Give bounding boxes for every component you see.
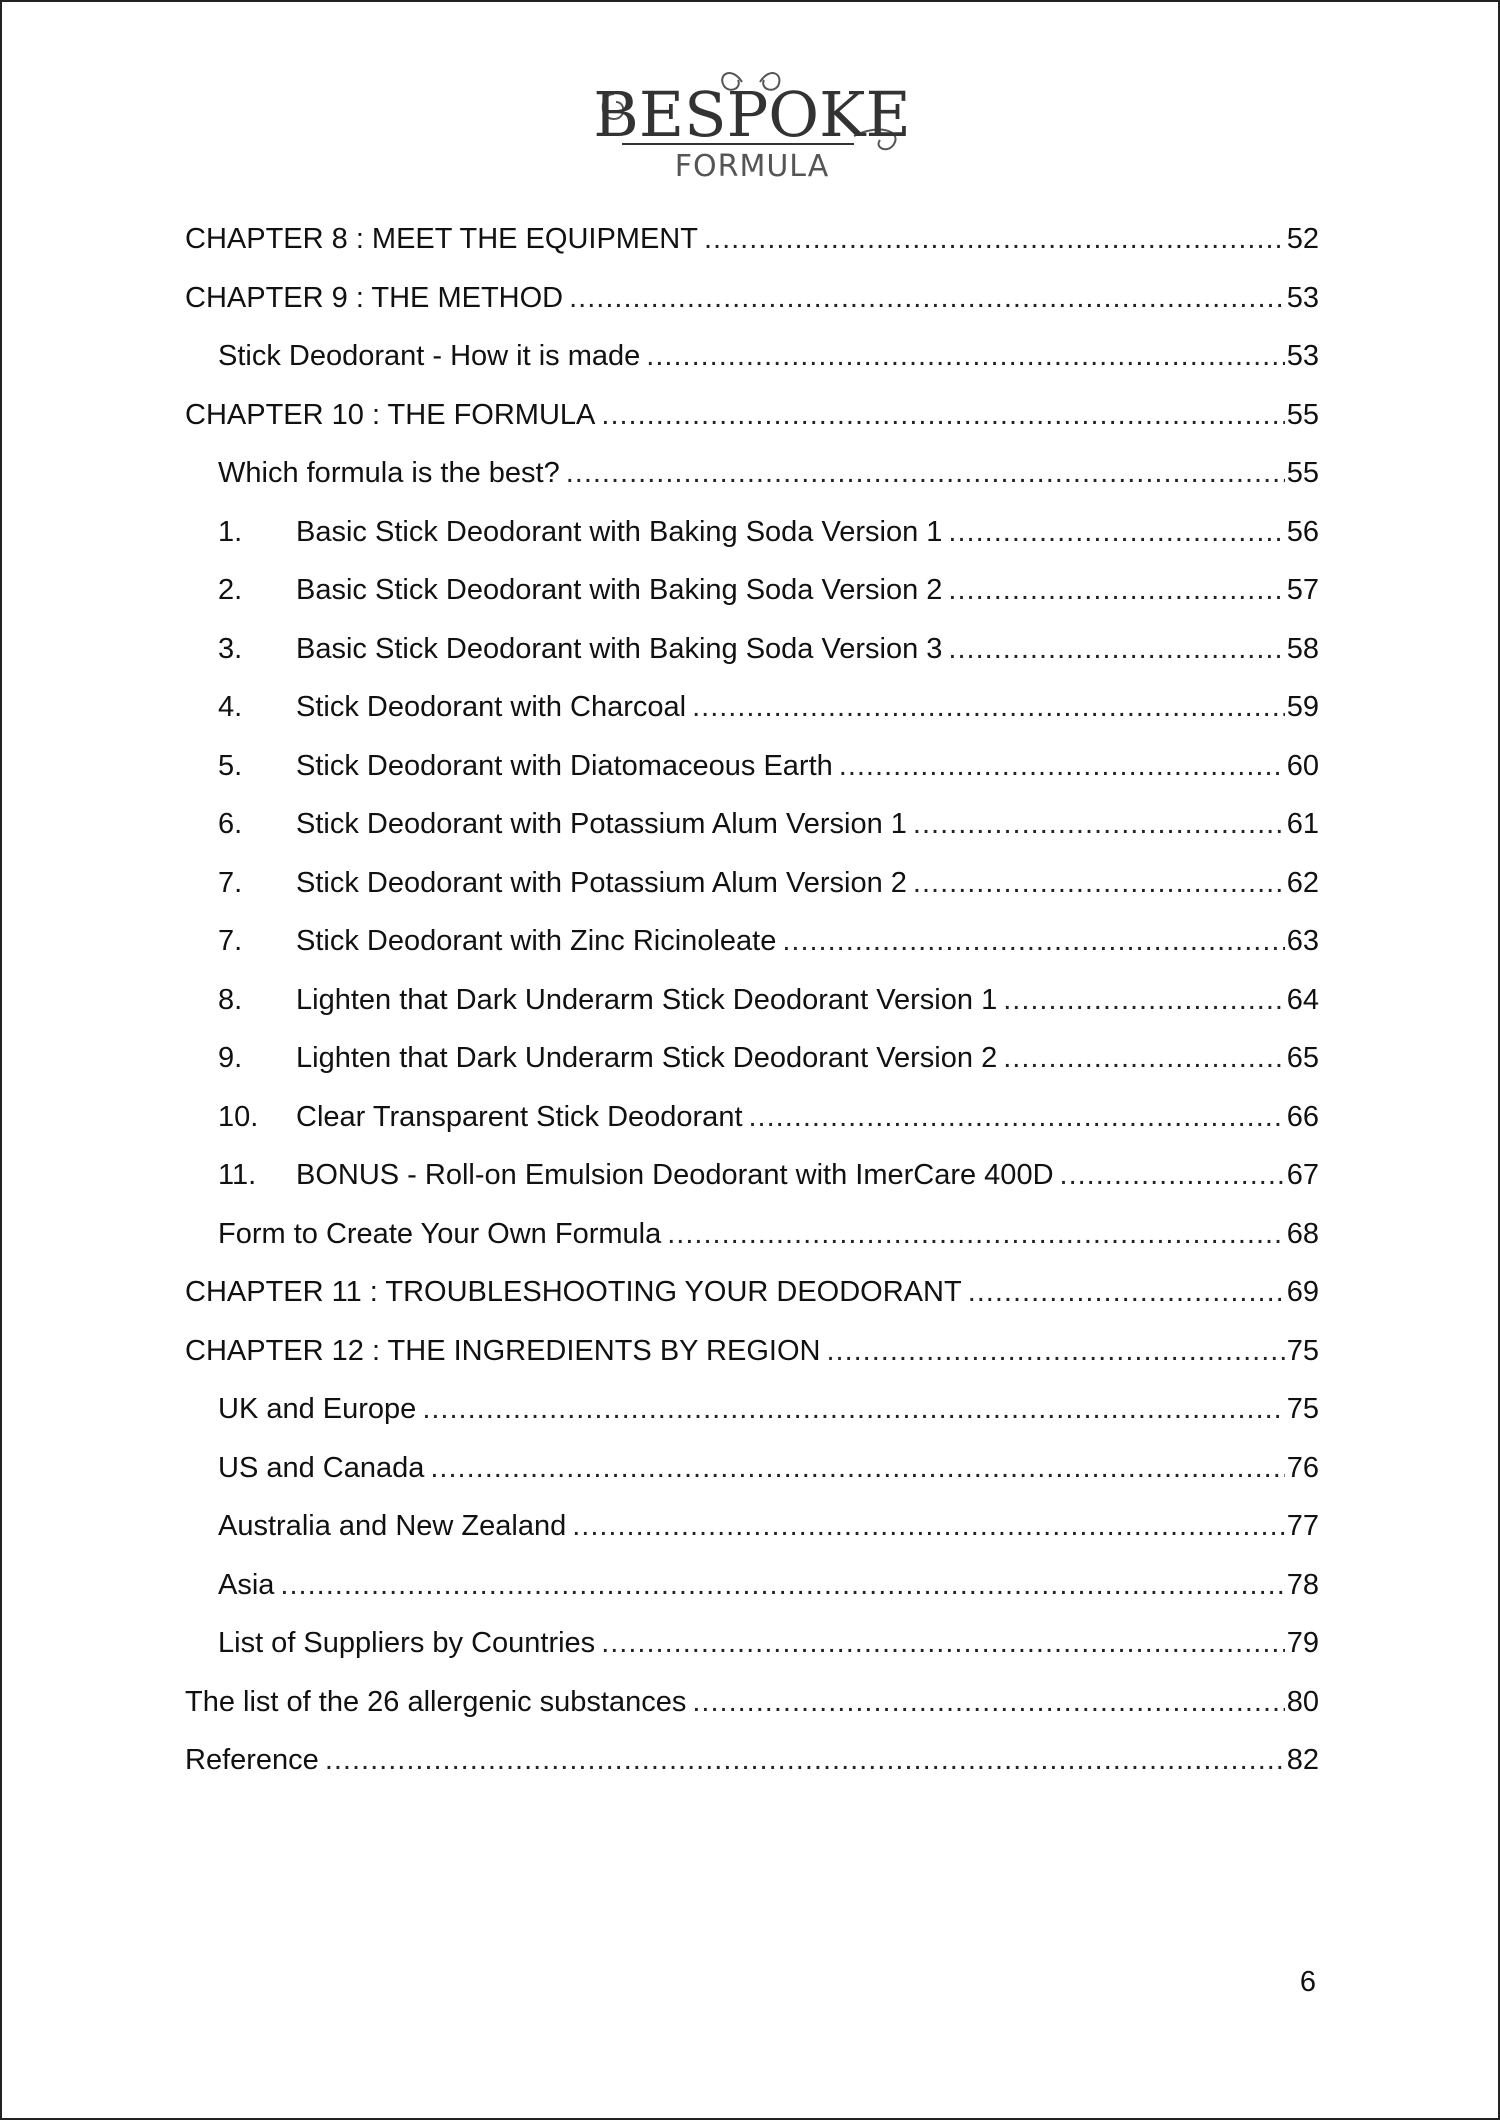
toc-entry-title: List of Suppliers by Countries bbox=[218, 1627, 596, 1659]
toc-entry-number: 8. bbox=[218, 983, 243, 1016]
toc-entry-title: Lighten that Dark Underarm Stick Deodorant Version 2 bbox=[296, 1042, 998, 1074]
toc-dot-leader bbox=[913, 854, 1285, 913]
toc-dot-leader bbox=[1003, 971, 1285, 1030]
toc-entry[interactable] bbox=[185, 1439, 1319, 1498]
toc-entry-page: 53 bbox=[1286, 281, 1319, 314]
toc-entry-page: 76 bbox=[1286, 1451, 1319, 1484]
page-number: 6 bbox=[1299, 1966, 1316, 1998]
toc-dot-leader bbox=[569, 269, 1285, 328]
toc-entry-number: 10. bbox=[218, 1100, 259, 1133]
toc-entry[interactable] bbox=[185, 678, 1319, 737]
toc-entry-page: 57 bbox=[1286, 574, 1319, 606]
toc-entry-page: 79 bbox=[1286, 1627, 1319, 1659]
toc-entry-title: Reference bbox=[185, 1744, 319, 1776]
toc-entry-page: 75 bbox=[1286, 1334, 1319, 1367]
toc-entry-page: 53 bbox=[1286, 340, 1319, 372]
toc-dot-leader bbox=[826, 1322, 1284, 1381]
toc-entry-page: 65 bbox=[1286, 1042, 1319, 1074]
toc-entry-title: UK and Europe bbox=[218, 1393, 417, 1425]
toc-entry[interactable] bbox=[185, 1263, 1319, 1322]
toc-entry-title: Stick Deodorant with Diatomaceous Earth bbox=[296, 749, 833, 782]
toc-entry-title: Stick Deodorant - How it is made bbox=[218, 340, 641, 372]
toc-entry[interactable] bbox=[185, 620, 1319, 679]
toc-dot-leader bbox=[948, 561, 1284, 620]
toc-entry[interactable] bbox=[185, 1673, 1319, 1732]
toc-entry-page: 67 bbox=[1286, 1159, 1319, 1191]
logo-sub-text: FORMULA bbox=[674, 149, 830, 184]
toc-entry-page: 69 bbox=[1286, 1276, 1319, 1308]
toc-entry[interactable] bbox=[185, 1322, 1319, 1381]
toc-entry-title: Basic Stick Deodorant with Baking Soda Version 2 bbox=[296, 574, 943, 606]
toc-entry[interactable] bbox=[185, 795, 1319, 854]
toc-entry-page: 56 bbox=[1286, 515, 1319, 548]
toc-dot-leader bbox=[572, 1497, 1285, 1556]
toc-dot-leader bbox=[692, 1673, 1284, 1732]
toc-entry[interactable] bbox=[185, 854, 1319, 913]
toc-entry-page: 66 bbox=[1286, 1100, 1319, 1133]
toc-dot-leader bbox=[782, 912, 1284, 971]
toc-entry[interactable] bbox=[185, 1029, 1319, 1088]
toc-entry-page: 55 bbox=[1286, 398, 1319, 431]
toc-entry-title: The list of the 26 allergenic substances bbox=[185, 1685, 687, 1718]
toc-entry[interactable] bbox=[185, 912, 1319, 971]
toc-dot-leader bbox=[325, 1731, 1285, 1790]
toc-dot-leader bbox=[948, 503, 1284, 562]
toc-entry[interactable] bbox=[185, 1731, 1319, 1790]
toc-entry-title: Basic Stick Deodorant with Baking Soda Version 1 bbox=[296, 515, 943, 548]
toc-entry-page: 64 bbox=[1286, 983, 1319, 1016]
toc-entry[interactable] bbox=[185, 210, 1319, 269]
toc-entry-page: 58 bbox=[1286, 632, 1319, 665]
toc-entry[interactable] bbox=[185, 269, 1319, 328]
toc-entry-number: 9. bbox=[218, 1042, 243, 1074]
toc-dot-leader bbox=[749, 1088, 1285, 1147]
toc-dot-leader bbox=[601, 1614, 1285, 1673]
toc-dot-leader bbox=[430, 1439, 1284, 1498]
toc-entry[interactable] bbox=[185, 1614, 1319, 1673]
toc-entry-title: Clear Transparent Stick Deodorant bbox=[296, 1100, 743, 1133]
toc-entry-title: CHAPTER 8 : MEET THE EQUIPMENT bbox=[185, 223, 698, 255]
toc-entry-title: CHAPTER 9 : THE METHOD bbox=[185, 281, 564, 314]
toc-entry[interactable] bbox=[185, 1088, 1319, 1147]
toc-entry-title: Lighten that Dark Underarm Stick Deodorant Version 1 bbox=[296, 983, 998, 1016]
toc-entry-number: 4. bbox=[218, 691, 243, 723]
toc-entry-number: 3. bbox=[218, 632, 243, 665]
toc-entry-title: BONUS - Roll-on Emulsion Deodorant with ImerCare 400D bbox=[296, 1159, 1054, 1191]
toc-dot-leader bbox=[422, 1380, 1284, 1439]
toc-entry-page: 75 bbox=[1286, 1393, 1319, 1425]
toc-entry-page: 61 bbox=[1286, 808, 1319, 840]
toc-dot-leader bbox=[948, 620, 1284, 679]
toc-entry-title: Stick Deodorant with Charcoal bbox=[296, 691, 687, 723]
toc-entry[interactable] bbox=[185, 1556, 1319, 1615]
toc-entry-number: 6. bbox=[218, 808, 243, 840]
toc-entry-page: 52 bbox=[1286, 223, 1319, 255]
toc-entry-page: 55 bbox=[1286, 457, 1319, 489]
toc-dot-leader bbox=[692, 678, 1285, 737]
toc-entry[interactable] bbox=[185, 971, 1319, 1030]
toc-entry-title: Australia and New Zealand bbox=[218, 1510, 567, 1542]
toc-entry[interactable] bbox=[185, 1497, 1319, 1556]
toc-entry-page: 80 bbox=[1286, 1685, 1319, 1718]
toc-entry-number: 11. bbox=[218, 1159, 257, 1191]
toc-entry-title: Form to Create Your Own Formula bbox=[218, 1217, 662, 1250]
toc-entry-page: 68 bbox=[1286, 1217, 1319, 1250]
toc-entry-title: Which formula is the best? bbox=[218, 457, 560, 489]
toc-entry-title: Basic Stick Deodorant with Baking Soda Version 3 bbox=[296, 632, 943, 665]
toc-entry[interactable] bbox=[185, 503, 1319, 562]
toc-dot-leader bbox=[646, 327, 1284, 386]
toc-entry-page: 60 bbox=[1286, 749, 1319, 782]
toc-entry-title: CHAPTER 12 : THE INGREDIENTS BY REGION bbox=[185, 1334, 821, 1367]
toc-entry-page: 82 bbox=[1286, 1744, 1319, 1776]
toc-entry[interactable] bbox=[185, 1146, 1319, 1205]
toc-dot-leader bbox=[968, 1263, 1285, 1322]
toc-entry[interactable] bbox=[185, 1380, 1319, 1439]
toc-entry-title: Stick Deodorant with Potassium Alum Version 2 bbox=[296, 866, 907, 899]
toc-entry-page: 78 bbox=[1286, 1568, 1319, 1601]
table-of-contents bbox=[185, 210, 1319, 1790]
logo-graphic bbox=[592, 64, 912, 189]
toc-dot-leader bbox=[839, 737, 1285, 796]
toc-entry-number: 2. bbox=[218, 574, 243, 606]
toc-entry[interactable] bbox=[185, 327, 1319, 386]
toc-dot-leader bbox=[667, 1205, 1285, 1264]
toc-entry[interactable] bbox=[185, 561, 1319, 620]
bespoke-formula-logo bbox=[592, 64, 912, 189]
toc-entry-page: 62 bbox=[1286, 866, 1319, 899]
toc-entry[interactable] bbox=[185, 1205, 1319, 1264]
toc-entry-page: 63 bbox=[1286, 925, 1319, 957]
toc-dot-leader bbox=[913, 795, 1285, 854]
logo-brand-text: BESPOKE bbox=[593, 78, 911, 151]
toc-dot-leader bbox=[1060, 1146, 1285, 1205]
toc-entry-number: 5. bbox=[218, 749, 243, 782]
toc-entry-title: CHAPTER 11 : TROUBLESHOOTING YOUR DEODORANT bbox=[185, 1276, 962, 1308]
toc-dot-leader bbox=[566, 444, 1285, 503]
toc-entry-number: 7. bbox=[218, 866, 243, 899]
toc-entry-title: Stick Deodorant with Potassium Alum Version 1 bbox=[296, 808, 907, 840]
toc-entry-number: 7. bbox=[218, 925, 243, 957]
toc-entry-title: US and Canada bbox=[218, 1451, 425, 1484]
toc-entry-number: 1. bbox=[218, 515, 243, 548]
toc-dot-leader bbox=[704, 210, 1285, 269]
toc-entry-title: Stick Deodorant with Zinc Ricinoleate bbox=[296, 925, 777, 957]
toc-entry[interactable] bbox=[185, 737, 1319, 796]
toc-entry-page: 59 bbox=[1286, 691, 1319, 723]
toc-entry-title: CHAPTER 10 : THE FORMULA bbox=[185, 398, 596, 431]
toc-entry[interactable] bbox=[185, 386, 1319, 445]
toc-dot-leader bbox=[601, 386, 1284, 445]
toc-entry-title: Asia bbox=[218, 1568, 275, 1601]
toc-dot-leader bbox=[1003, 1029, 1285, 1088]
toc-entry[interactable] bbox=[185, 444, 1319, 503]
toc-dot-leader bbox=[280, 1556, 1284, 1615]
toc-entry-page: 77 bbox=[1286, 1510, 1319, 1542]
